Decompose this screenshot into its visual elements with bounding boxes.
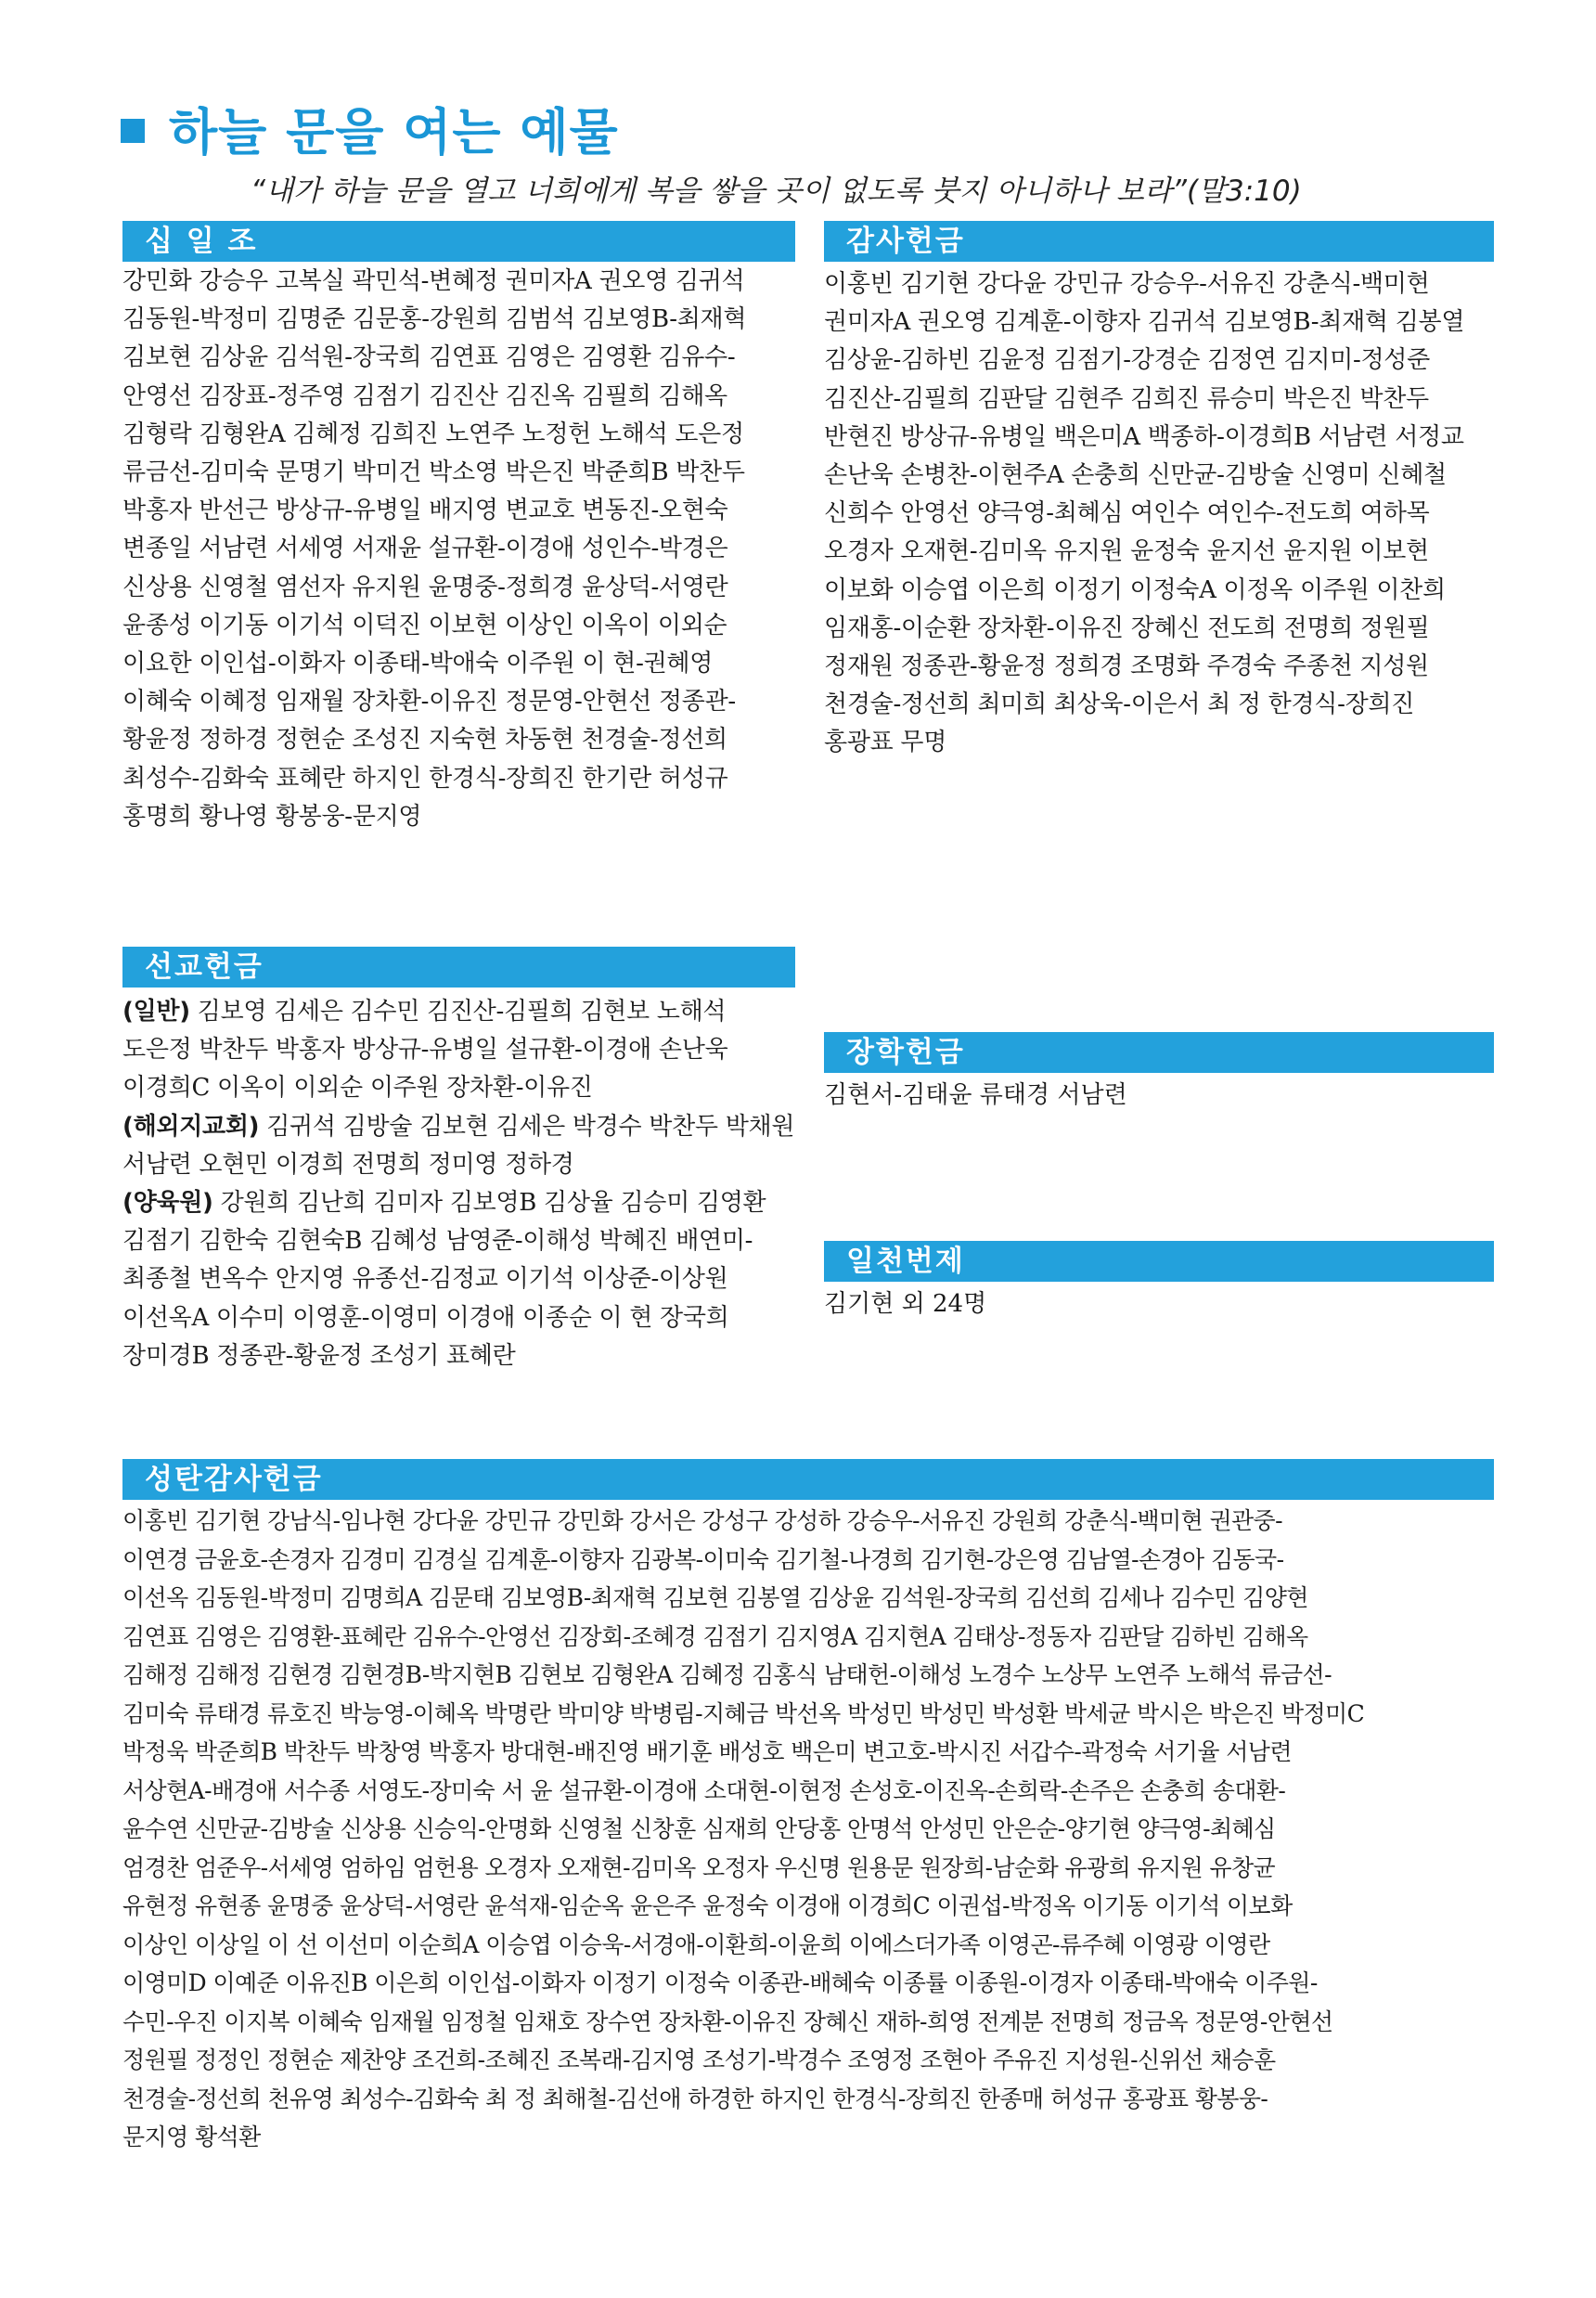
name-text: 이경희C 이옥이 이외순 이주원 장차환-이유진 <box>122 1074 593 1103</box>
name-line: 이혜숙 이혜정 임재월 장차환-이유진 정문영-안현선 정종관- <box>122 688 736 717</box>
name-text: 장미경B 정종관-황윤정 조성기 표혜란 <box>122 1341 516 1370</box>
name-line: 임재홍-이순환 장차환-이유진 장혜신 전도희 전명희 정원필 <box>824 613 1430 642</box>
name-line: 류금선-김미숙 문명기 박미건 박소영 박은진 박준희B 박찬두 <box>122 458 745 487</box>
name-text: 이선옥A 이수미 이영훈-이영미 이경애 이종순 이 현 장국희 <box>122 1303 729 1332</box>
ilcheon-header: 일천번제 <box>824 1241 1494 1282</box>
name-text: 김보영 김세은 김수민 김진산-김필희 김현보 노해석 <box>189 998 727 1026</box>
christmas-list <box>122 1502 1494 2157</box>
name-line: 김상윤-김하빈 김윤정 김점기-강경순 김정연 김지미-정성준 <box>824 346 1430 375</box>
name-line: 박정욱 박준희B 박찬두 박창영 박홍자 방대현-배진영 배기훈 배성호 백은미 변고호-박시진 서갑수-곽정숙 서기율 서남련 <box>122 1738 1292 1765</box>
square-bullet-icon <box>121 119 145 143</box>
christmas-header: 성탄감사헌금 <box>122 1459 1494 1500</box>
name-line: 변종일 서남련 서세영 서재윤 설규환-이경애 성인수-박경은 <box>122 535 728 563</box>
name-line: 반현진 방상규-유병일 백은미A 백종하-이경희B 서남련 서정교 <box>824 422 1464 451</box>
name-line <box>122 993 795 1031</box>
name-text: 서남련 오현민 이경희 전명희 정미영 정하경 <box>122 1150 574 1179</box>
mission-header: 선교헌금 <box>122 947 795 988</box>
christmas-section <box>122 1459 1494 2157</box>
name-line: 박홍자 반선근 방상규-유병일 배지영 변교호 변동진-오현숙 <box>122 497 728 525</box>
name-line: 이선옥 김동원-박정미 김명희A 김문태 김보영B-최재혁 김보현 김봉열 김상윤 김석원-장국희 김선희 김세나 김수민 김양현 <box>122 1584 1308 1611</box>
name-text: 김귀석 김방술 김보현 김세은 박경수 박찬두 박채원 <box>259 1112 795 1141</box>
name-line: 문지영 황석환 <box>122 2124 261 2150</box>
ilcheon-list <box>824 1285 1494 1323</box>
name-line: 최성수-김화숙 표혜란 하지인 한경식-장희진 한기란 허성규 <box>122 764 728 793</box>
name-line: 김해정 김해정 김현경 김현경B-박지현B 김현보 김형완A 김혜정 김홍식 남태헌-이해성 노경수 노상무 노연주 노해석 류금선- <box>122 1661 1332 1688</box>
name-line <box>122 1069 795 1107</box>
scholarship-section <box>824 1032 1494 1115</box>
mission-group-tag: (양육원) <box>122 1189 213 1218</box>
name-line: 이상인 이상일 이 선 이선미 이순희A 이승엽 이승욱-서경애-이환희-이윤희 이에스더가족 이영곤-류주혜 이영광 이영란 <box>122 1930 1270 1958</box>
ilcheon-section <box>824 1241 1494 1323</box>
name-line <box>122 1108 795 1146</box>
scholarship-list <box>824 1077 1494 1115</box>
mission-list <box>122 993 795 1375</box>
mission-section <box>122 947 795 1375</box>
name-line <box>122 1260 795 1298</box>
tithe-section <box>122 221 795 836</box>
name-line: 권미자A 권오영 김계훈-이향자 김귀석 김보영B-최재혁 김봉열 <box>824 308 1465 337</box>
name-line: 이영미D 이예준 이유진B 이은희 이인섭-이화자 이정기 이정숙 이종관-배혜숙 이종률 이종원-이경자 이종태-박애숙 이주원- <box>122 1969 1318 1996</box>
page-title-text: 하늘 문을 여는 예물 <box>169 102 619 161</box>
tithe-header: 십 일 조 <box>122 221 795 262</box>
name-line: 이보화 이승엽 이은희 이정기 이정숙A 이정옥 이주원 이찬희 <box>824 575 1446 604</box>
name-line: 홍명희 황나영 황봉웅-문지영 <box>122 802 422 831</box>
name-line: 김보현 김상윤 김석원-장국희 김연표 김영은 김영환 김유수- <box>122 343 736 372</box>
name-line: 서상현A-배경애 서수종 서영도-장미숙 서 윤 설규환-이경애 소대현-이현정 손성호-이진옥-손희락-손주은 손충희 송대환- <box>122 1776 1286 1804</box>
name-line: 천경술-정선희 천유영 최성수-김화숙 최 정 최해철-김선애 하경한 하지인 한경식-장희진 한종매 허성규 홍광표 황봉웅- <box>122 2085 1268 2112</box>
name-line <box>122 1031 795 1069</box>
name-line: 수민-우진 이지복 이혜숙 임재월 임정철 임채호 장수연 장차환-이유진 장혜신 재하-희영 전계분 전명희 정금옥 정문영-안현선 <box>122 2008 1333 2035</box>
thanks-header: 감사헌금 <box>824 221 1494 262</box>
name-line: 이요한 이인섭-이화자 이종태-박애숙 이주원 이 현-권혜영 <box>122 650 714 678</box>
name-line <box>122 1184 795 1222</box>
name-line: 안영선 김장표-정주영 김점기 김진산 김진옥 김필희 김해옥 <box>122 381 727 410</box>
name-text: 최종철 변옥수 안지영 유종선-김정교 이기석 이상준-이상원 <box>122 1265 728 1294</box>
name-text: 도은정 박찬두 박홍자 방상규-유병일 설규환-이경애 손난욱 <box>122 1036 728 1065</box>
thanks-section <box>824 221 1494 763</box>
name-line <box>122 1146 795 1184</box>
name-line: 이연경 금윤호-손경자 김경미 김경실 김계훈-이향자 김광복-이미숙 김기철-나경희 김기현-강은영 김남열-손경아 김동국- <box>122 1545 1284 1573</box>
thanks-list <box>824 265 1494 763</box>
mission-group-tag: (해외지교회) <box>122 1112 260 1141</box>
name-line <box>122 1222 795 1260</box>
name-line <box>122 1299 795 1337</box>
name-line: 윤종성 이기동 이기석 이덕진 이보현 이상인 이옥이 이외순 <box>122 611 727 639</box>
name-line: 이홍빈 김기현 강남식-임나현 강다윤 강민규 강민화 강서은 강성구 강성하 강승우-서유진 강원희 강춘식-백미현 권관중- <box>122 1507 1282 1534</box>
page-subtitle: “내가 하늘 문을 열고 너희에게 복을 쌓을 곳이 없도록 붓지 아니하나 보라”(말3:10) <box>251 174 1302 208</box>
mission-group-tag: (일반) <box>122 998 190 1026</box>
name-line: 천경술-정선희 최미희 최상욱-이은서 최 정 한경식-장희진 <box>824 691 1415 719</box>
name-line: 황윤정 정하경 정현순 조성진 지숙현 차동현 천경술-정선희 <box>122 726 727 755</box>
name-line: 신상용 신영철 염선자 유지원 윤명중-정희경 윤상덕-서영란 <box>122 573 728 601</box>
name-line: 김동원-박정미 김명준 김문홍-강원희 김범석 김보영B-최재혁 <box>122 305 747 334</box>
name-line: 유현정 유현종 윤명중 윤상덕-서영란 윤석재-임순옥 윤은주 윤정숙 이경애 이경희C 이권섭-박정옥 이기동 이기석 이보화 <box>122 1892 1293 1919</box>
name-line: 김형락 김형완A 김혜정 김희진 노연주 노정헌 노해석 도은정 <box>122 420 744 448</box>
name-line: 정원필 정정인 정현순 제찬양 조건희-조혜진 조복래-김지영 조성기-박경수 조영정 조현아 주유진 지성원-신위선 채승훈 <box>122 2046 1276 2073</box>
name-text: 김점기 김한숙 김현숙B 김혜성 남영준-이해성 박혜진 배연미- <box>122 1227 753 1256</box>
name-line: 윤수연 신만균-김방술 신상용 신승익-안명화 신영철 신창훈 심재희 안당홍 안명석 안성민 안은순-양기현 양극영-최혜심 <box>122 1815 1276 1842</box>
name-line: 김현서-김태윤 류태경 서남련 <box>824 1081 1127 1109</box>
name-line: 엄경찬 엄준우-서세영 엄하임 엄헌용 오경자 오재현-김미옥 오정자 우신명 원용문 원장희-남순화 유광희 유지원 유창균 <box>122 1853 1276 1881</box>
name-line: 김연표 김영은 김영환-표혜란 김유수-안영선 김장회-조혜경 김점기 김지영A 김지현A 김태상-정동자 김판달 김하빈 김해옥 <box>122 1622 1308 1650</box>
page-title <box>121 93 619 163</box>
tithe-list <box>122 263 795 836</box>
name-line: 김진산-김필희 김판달 김현주 김희진 류승미 박은진 박찬두 <box>824 384 1429 413</box>
name-line: 김미숙 류태경 류호진 박능영-이혜옥 박명란 박미양 박병림-지혜금 박선옥 박성민 박성민 박성환 박세균 박시은 박은진 박정미C <box>122 1699 1365 1727</box>
name-line: 홍광표 무명 <box>824 729 947 757</box>
name-line: 신희수 안영선 양극영-최혜심 여인수 여인수-전도희 여하목 <box>824 499 1430 528</box>
scholarship-header: 장학헌금 <box>824 1032 1494 1073</box>
name-line: 김기현 외 24명 <box>824 1290 987 1318</box>
name-text: 강원희 김난희 김미자 김보영B 김상율 김승미 김영환 <box>212 1189 766 1218</box>
name-line: 오경자 오재현-김미옥 유지원 윤정숙 윤지선 윤지원 이보현 <box>824 537 1429 566</box>
name-line: 정재원 정종관-황윤정 정희경 조명화 주경숙 주종천 지성원 <box>824 652 1429 681</box>
name-line: 강민화 강승우 고복실 곽민석-변혜정 권미자A 권오영 김귀석 <box>122 267 745 295</box>
name-line <box>122 1337 795 1375</box>
name-line: 이홍빈 김기현 강다윤 강민규 강승우-서유진 강춘식-백미현 <box>824 270 1430 298</box>
name-line: 손난욱 손병찬-이현주A 손충희 신만균-김방술 신영미 신혜철 <box>824 461 1447 490</box>
